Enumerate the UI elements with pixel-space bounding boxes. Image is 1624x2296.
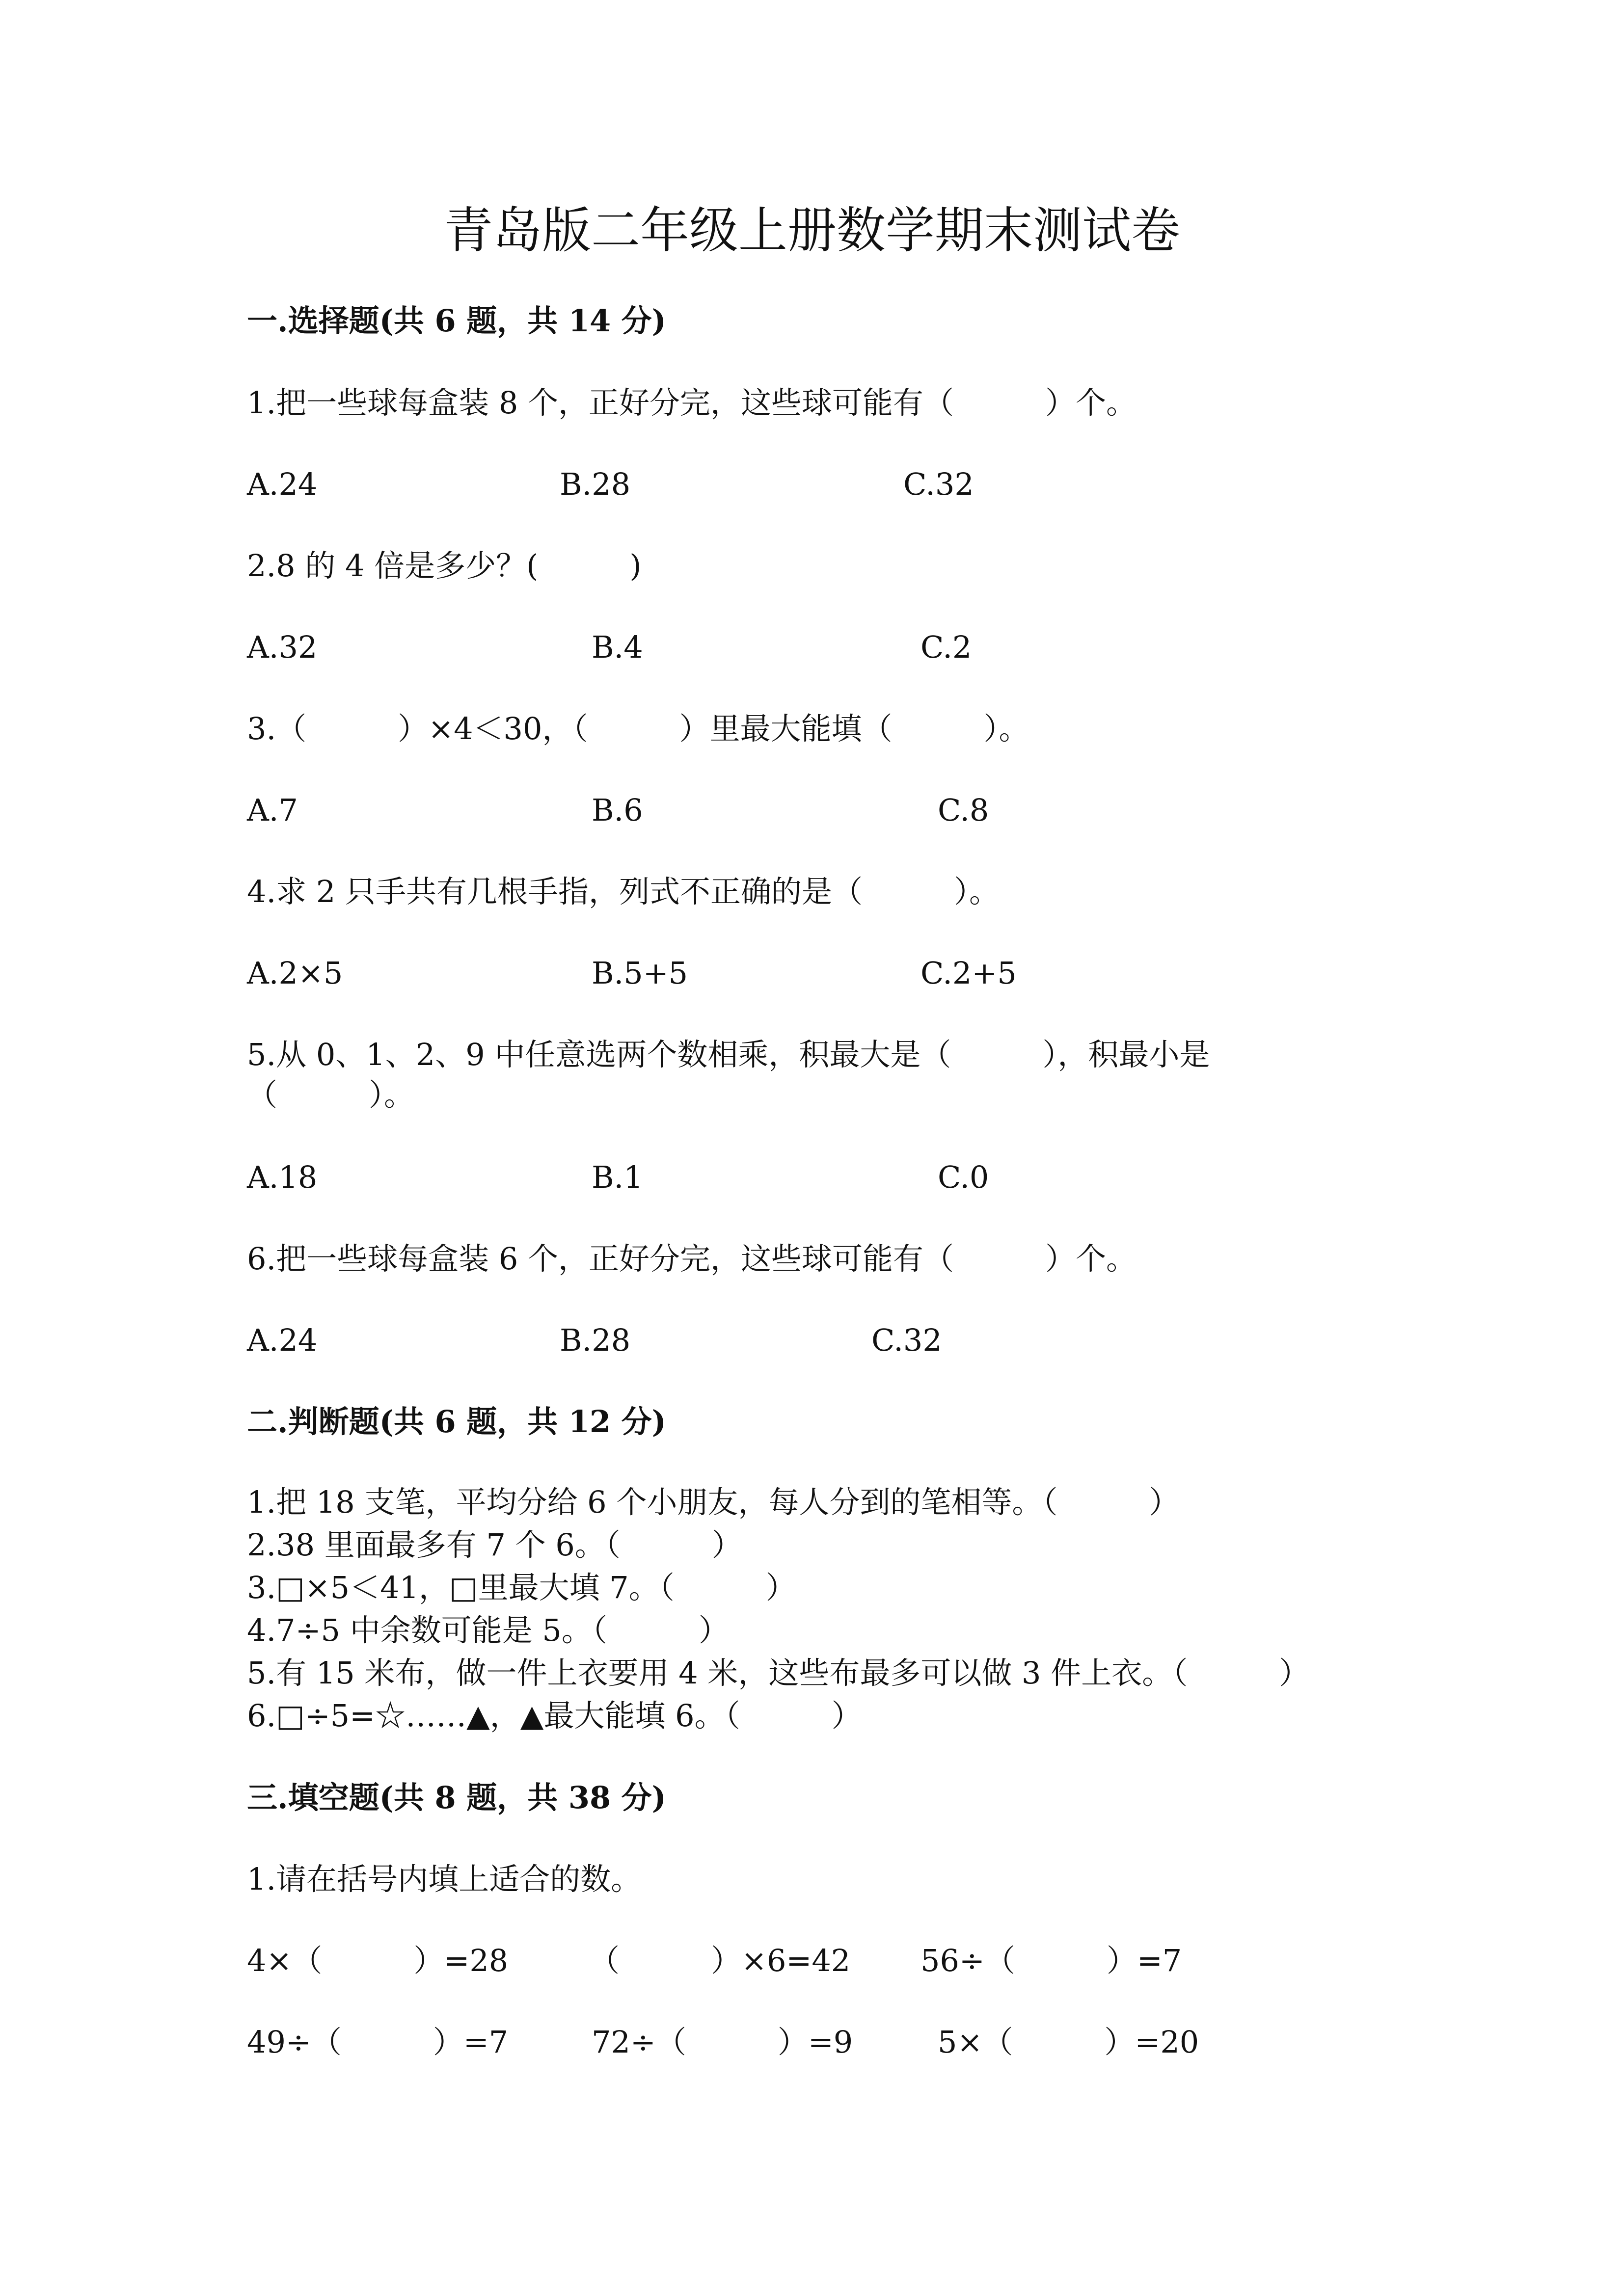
option-c: C.0 [938, 1159, 989, 1195]
question-text: 1.把一些球每盒装 8 个，正好分完，这些球可能有（ ）个。 [247, 385, 1137, 421]
fill-blank-item: （ ）×6=42 [589, 1943, 851, 1978]
option-c: C.32 [871, 1322, 942, 1358]
page-title: 青岛版二年级上册数学期末测试卷 [444, 202, 1180, 259]
judgement-item: 6.□÷5=☆……▲，▲最大能填 6。（ ） [247, 1698, 862, 1734]
option-a: A.7 [247, 792, 298, 828]
option-a: A.2×5 [247, 955, 343, 991]
judgement-item: 5.有 15 米布，做一件上衣要用 4 米，这些布最多可以做 3 件上衣。（ ） [247, 1655, 1310, 1691]
question-text: 4.求 2 只手共有几根手指，列式不正确的是（ ）。 [247, 874, 1000, 909]
fill-blank-item: 4×（ ）=28 [247, 1943, 509, 1978]
option-b: B.28 [560, 1322, 631, 1358]
question-text: 3.（ ）×4＜30，（ ）里最大能填（ ）。 [247, 711, 1029, 747]
option-a: A.24 [247, 1322, 318, 1358]
option-b: B.4 [592, 629, 643, 665]
section-heading-judgement: 二.判断题(共 6 题，共 12 分) [247, 1404, 667, 1440]
option-c: C.32 [903, 466, 974, 502]
option-b: B.6 [592, 792, 643, 828]
option-b: B.28 [560, 466, 631, 502]
option-c: C.8 [938, 792, 989, 828]
section-heading-fill: 三.填空题(共 8 题，共 38 分) [247, 1780, 667, 1815]
fill-blank-item: 49÷（ ）=7 [247, 2024, 509, 2060]
option-c: C.2+5 [920, 955, 1017, 991]
option-b: B.1 [592, 1159, 643, 1195]
option-a: A.18 [247, 1159, 318, 1195]
judgement-item: 4.7÷5 中余数可能是 5。（ ） [247, 1612, 729, 1648]
section-heading-choice: 一.选择题(共 6 题，共 14 分) [247, 303, 667, 339]
question-text: 6.把一些球每盒装 6 个，正好分完，这些球可能有（ ）个。 [247, 1241, 1137, 1277]
question-text: 1.请在括号内填上适合的数。 [247, 1861, 642, 1897]
question-text: 5.从 0、1、2、9 中任意选两个数相乘，积最大是（ ），积最小是 [247, 1037, 1210, 1072]
option-b: B.5+5 [592, 955, 688, 991]
judgement-item: 3.□×5＜41，□里最大填 7。（ ） [247, 1570, 796, 1605]
judgement-item: 2.38 里面最多有 7 个 6。（ ） [247, 1527, 742, 1563]
option-a: A.32 [247, 629, 318, 665]
fill-blank-item: 5×（ ）=20 [938, 2024, 1199, 2060]
option-c: C.2 [920, 629, 972, 665]
fill-blank-item: 72÷（ ）=9 [592, 2024, 853, 2060]
question-text-continued: （ ）。 [247, 1077, 415, 1113]
fill-blank-item: 56÷（ ）=7 [920, 1943, 1182, 1978]
judgement-item: 1.把 18 支笔，平均分给 6 个小朋友，每人分到的笔相等。（ ） [247, 1484, 1180, 1520]
option-a: A.24 [247, 466, 318, 502]
question-text: 2.8 的 4 倍是多少？( ) [247, 548, 642, 584]
